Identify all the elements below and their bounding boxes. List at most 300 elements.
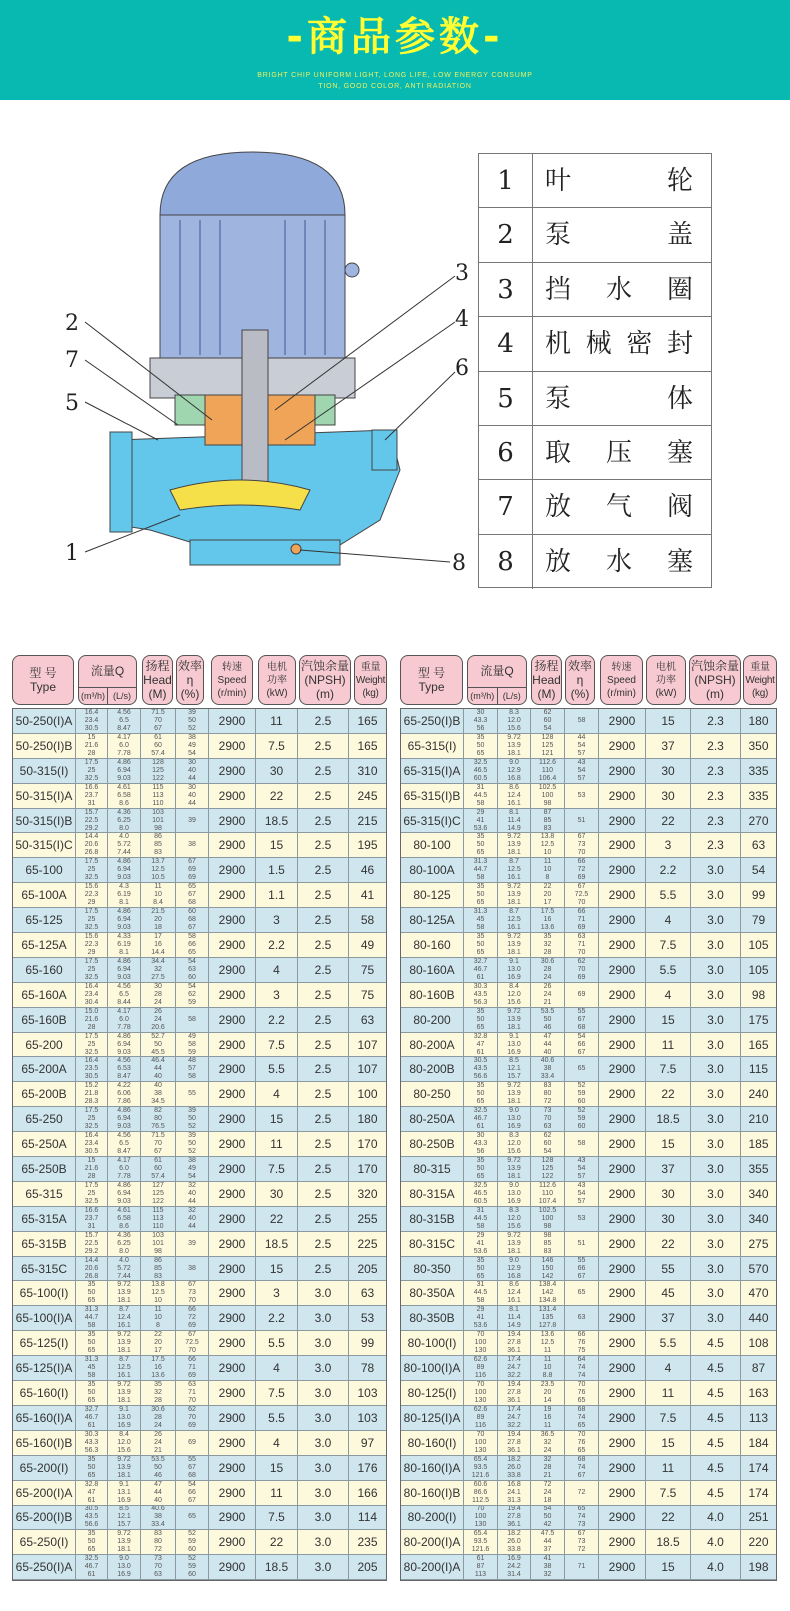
- efficiency-cell-value: 67: [577, 1471, 586, 1479]
- flow-ls-cell: [498, 1232, 531, 1256]
- weight-cell: 103: [357, 1385, 378, 1400]
- efficiency-cell: [176, 1431, 209, 1455]
- flow-m3h-cell-value: 70: [476, 1331, 485, 1339]
- flow-ls-cell-value: 15.6: [507, 1148, 521, 1156]
- power-cell: 4: [256, 1082, 298, 1106]
- flow-m3h-cell-value: 16.4: [84, 1132, 99, 1140]
- head-cell: [141, 908, 176, 932]
- flow-ls-cell-value: 16.9: [507, 1048, 521, 1056]
- efficiency-cell-value: 75: [577, 1347, 586, 1355]
- flow-ls-cell-value: 12.4: [507, 791, 521, 799]
- flow-m3h-cell-value: 31: [87, 1222, 96, 1230]
- efficiency-cell-value: 59: [188, 1538, 196, 1546]
- head-cell-value: 13.6: [540, 924, 555, 932]
- flow-ls-cell-value: 9.72: [117, 1455, 131, 1463]
- flow-ls-cell-value: 8.3: [509, 1132, 519, 1140]
- flow-m3h-cell-value: 16.4: [84, 1057, 99, 1065]
- speed-cell: 2900: [209, 1232, 256, 1256]
- efficiency-cell-value: 68: [577, 1455, 586, 1463]
- weight-cell: 115: [748, 1062, 769, 1077]
- flow-ls-cell: [498, 983, 531, 1007]
- flow-ls-cell: [108, 1331, 141, 1355]
- head-cell-value: 135: [541, 1314, 554, 1322]
- flow-ls-cell: [108, 1033, 141, 1057]
- npsh-cell: 2.5: [298, 1033, 349, 1057]
- flow-ls-cell-value: 4.86: [117, 1032, 131, 1040]
- flow-ls-cell-value: 9.0: [509, 758, 519, 766]
- npsh-cell: 2.5: [298, 1232, 349, 1256]
- speed-cell: 2900: [599, 1331, 646, 1355]
- flow-m3h-cell-value: 32.8: [84, 1480, 99, 1488]
- head-cell-value: 83: [154, 849, 162, 857]
- speed-cell: 2900: [209, 933, 256, 957]
- flow-ls-cell-value: 19.4: [507, 1331, 521, 1339]
- power-cell: 3: [256, 1281, 298, 1305]
- head-cell-value: 113: [152, 1214, 164, 1222]
- head-cell: [141, 1431, 176, 1455]
- power-cell: 3: [256, 983, 298, 1007]
- head-cell-value: 24: [543, 1446, 552, 1454]
- speed-cell: 2900: [209, 1381, 256, 1405]
- flow-ls-cell: [108, 1132, 141, 1156]
- flow-ls-cell: [498, 709, 531, 733]
- flow-m3h-cell: [464, 1082, 498, 1106]
- flow-m3h-cell-value: 50: [87, 1538, 96, 1546]
- flow-ls-cell-value: 12.0: [507, 716, 521, 724]
- npsh-cell: 4.5: [691, 1456, 741, 1480]
- head-cell: [141, 1082, 176, 1106]
- flow-ls-cell-value: 13.0: [507, 965, 521, 973]
- head-cell: [141, 759, 176, 783]
- table-row: [13, 1555, 386, 1580]
- weight-cell: 310: [357, 763, 378, 778]
- flow-m3h-cell-value: 60.6: [473, 1480, 488, 1488]
- model-cell: 65-200: [13, 1033, 76, 1057]
- head-cell-value: 8: [156, 1322, 160, 1330]
- header-head: [142, 655, 173, 705]
- efficiency-cell-value: 66: [188, 1356, 196, 1364]
- flow-m3h-cell-value: 35: [476, 883, 485, 891]
- flow-ls-cell: [108, 1182, 141, 1206]
- head-cell-value: 103: [152, 1231, 164, 1239]
- speed-cell: 2900: [209, 1456, 256, 1480]
- speed-cell: 2900: [599, 833, 646, 857]
- head-cell-value: 73: [543, 1107, 552, 1115]
- flow-ls-cell: [498, 759, 531, 783]
- flow-m3h-cell-value: 23.4: [84, 990, 99, 998]
- efficiency-cell-value: 76: [577, 1438, 586, 1446]
- flow-m3h-cell: [76, 1033, 108, 1057]
- efficiency-cell-value: 65: [577, 1065, 586, 1073]
- head-cell: [531, 1406, 565, 1430]
- model-cell: 80-125A: [401, 908, 464, 932]
- efficiency-cell-value: 74: [577, 1463, 586, 1471]
- flow-m3h-cell-value: 30.5: [84, 724, 99, 732]
- head-cell-value: 85: [543, 816, 552, 824]
- head-cell-value: 17.5: [151, 1356, 165, 1364]
- flow-ls-cell: [498, 1381, 531, 1405]
- head-cell-value: 110: [152, 799, 164, 807]
- flow-ls-cell-value: 14.9: [507, 824, 521, 832]
- table-row: [13, 1232, 386, 1257]
- npsh-cell: 2.5: [298, 1132, 349, 1156]
- head-cell: [141, 1033, 176, 1057]
- flow-m3h-cell: [76, 1008, 108, 1032]
- speed-cell: 2900: [599, 1381, 646, 1405]
- head-cell-value: 76.5: [151, 1123, 165, 1131]
- power-cell: 4: [646, 983, 691, 1007]
- speed-cell: 2900: [599, 958, 646, 982]
- flow-m3h-cell-value: 29: [87, 948, 96, 956]
- efficiency-cell-value: 72: [577, 866, 586, 874]
- head-cell-value: 12.5: [540, 841, 555, 849]
- flow-m3h-cell-value: 53.6: [473, 1247, 488, 1255]
- flow-m3h-cell-value: 130: [474, 1446, 487, 1454]
- drain-plug: [291, 544, 301, 554]
- flow-ls-cell-value: 9.72: [507, 1007, 521, 1015]
- flow-m3h-cell: [464, 1356, 498, 1380]
- efficiency-cell-value: 52: [188, 1530, 196, 1538]
- efficiency-cell-value: 44: [188, 1197, 196, 1205]
- flow-m3h-cell: [76, 1107, 108, 1131]
- efficiency-cell-value: 54: [188, 1172, 196, 1180]
- header-weight: [354, 655, 387, 705]
- parts-legend-table: [478, 153, 712, 588]
- head-cell-value: 60: [154, 1164, 162, 1172]
- npsh-cell: 2.3: [691, 833, 741, 857]
- head-cell-value: 53.5: [540, 1007, 555, 1015]
- header-power-text: 电机: [656, 661, 676, 673]
- flow-m3h-cell: [464, 958, 498, 982]
- efficiency-cell-value: 59: [577, 1115, 586, 1123]
- flow-ls-cell-value: 15.7: [117, 1521, 131, 1529]
- model-cell: 80-200(I): [401, 1506, 464, 1530]
- head-cell-value: 57.4: [151, 1172, 165, 1180]
- head-cell-value: 50: [154, 1040, 162, 1048]
- model-cell: 65-160B: [13, 1008, 76, 1032]
- efficiency-cell: [565, 1431, 599, 1455]
- flow-ls-cell: [498, 1257, 531, 1281]
- part-number: 4: [479, 317, 533, 370]
- efficiency-cell-value: 55: [577, 1256, 586, 1264]
- npsh-cell: 3.0: [691, 1082, 741, 1106]
- flow-ls-cell-value: 4.33: [117, 933, 131, 940]
- flow-ls-cell-value: 6.25: [117, 1239, 131, 1247]
- power-cell: 15: [256, 833, 298, 857]
- npsh-cell: 3.0: [691, 1057, 741, 1081]
- head-cell: [141, 1530, 176, 1554]
- weight-cell: 107: [357, 1062, 378, 1077]
- npsh-cell: 3.0: [691, 883, 741, 907]
- power-cell: 15: [256, 1456, 298, 1480]
- flow-ls-cell-value: 18.2: [507, 1530, 521, 1538]
- head-cell-value: 22: [543, 883, 552, 891]
- power-cell: 18.5: [256, 1555, 298, 1579]
- model-cell: 65-200(I)A: [13, 1481, 76, 1505]
- head-cell-value: 16: [543, 1413, 552, 1421]
- head-cell: [141, 1406, 176, 1430]
- power-cell: 3: [256, 908, 298, 932]
- flow-ls-cell-value: 16.9: [507, 973, 521, 981]
- head-cell-value: 21: [154, 1446, 162, 1454]
- efficiency-cell: [176, 1057, 209, 1081]
- efficiency-cell: [176, 1506, 209, 1530]
- efficiency-cell: [565, 1481, 599, 1505]
- speed-cell: 2900: [599, 1033, 646, 1057]
- flow-ls-cell-value: 6.94: [117, 916, 131, 924]
- efficiency-cell-value: 72.5: [185, 1339, 199, 1347]
- speed-cell: 2900: [209, 1057, 256, 1081]
- efficiency-cell: [565, 1281, 599, 1305]
- power-cell: 7.5: [646, 1057, 691, 1081]
- head-cell: [531, 983, 565, 1007]
- efficiency-cell-value: 72.5: [574, 891, 589, 899]
- efficiency-cell-value: 44: [188, 774, 196, 782]
- flow-m3h-cell-value: 35: [87, 1455, 96, 1463]
- header-npsh: [689, 655, 741, 705]
- callout-1: 1: [65, 541, 79, 566]
- model-cell: 50-315(I)C: [13, 833, 76, 857]
- flow-m3h-cell: [464, 933, 498, 957]
- flow-ls-cell: [108, 908, 141, 932]
- head-cell-value: 22: [154, 1331, 162, 1339]
- npsh-cell: 4.0: [691, 1555, 741, 1579]
- head-cell-value: 17.5: [540, 908, 555, 916]
- efficiency-cell-value: 76: [577, 1389, 586, 1396]
- head-cell-value: 10: [154, 1314, 162, 1322]
- flow-m3h-cell-value: 20.6: [84, 1264, 99, 1272]
- efficiency-cell-value: 32: [188, 1181, 196, 1189]
- table-row: [401, 1331, 776, 1356]
- head-cell-value: 86: [154, 833, 162, 841]
- header-type-text: Type: [29, 680, 56, 694]
- flow-m3h-cell: [76, 1157, 108, 1181]
- flow-ls-cell: [108, 833, 141, 857]
- flow-ls-cell-value: 8.3: [509, 1206, 519, 1214]
- efficiency-cell: [565, 709, 599, 733]
- table-row: [401, 1530, 776, 1555]
- speed-cell: 2900: [599, 1182, 646, 1206]
- head-cell-value: 13.8: [540, 833, 555, 841]
- weight-cell: 251: [748, 1510, 769, 1525]
- flow-ls-cell-value: 9.72: [507, 733, 521, 741]
- efficiency-cell-value: 40: [188, 1214, 196, 1222]
- head-cell-value: 85: [543, 1239, 552, 1247]
- efficiency-cell-value: 55: [188, 1455, 196, 1463]
- flow-ls-cell-value: 9.72: [507, 1157, 521, 1164]
- flow-m3h-cell: [464, 1033, 498, 1057]
- npsh-cell: 3.0: [691, 933, 741, 957]
- npsh-cell: 2.3: [691, 759, 741, 783]
- power-cell: 30: [256, 759, 298, 783]
- efficiency-cell-value: 64: [577, 1356, 586, 1364]
- flow-m3h-cell-value: 31.3: [84, 1306, 99, 1314]
- flow-ls-cell-value: 4.22: [117, 1082, 131, 1090]
- flow-m3h-cell-value: 46.7: [473, 965, 488, 973]
- efficiency-cell: [176, 983, 209, 1007]
- weight-cell: 440: [748, 1311, 769, 1326]
- flow-ls-cell: [498, 1157, 531, 1181]
- power-cell: 3: [646, 833, 691, 857]
- flow-ls-cell: [498, 1306, 531, 1330]
- flow-ls-cell-value: 12.0: [507, 1140, 521, 1148]
- flow-ls-cell-value: 16.9: [507, 1555, 521, 1563]
- flow-m3h-cell-value: 23.7: [84, 1214, 99, 1222]
- efficiency-cell-value: 54: [188, 1480, 196, 1488]
- flow-ls-cell-value: 36.1: [507, 1347, 521, 1355]
- npsh-cell: 2.5: [298, 1107, 349, 1131]
- part-row: [479, 208, 711, 262]
- efficiency-cell-value: 44: [188, 799, 196, 807]
- head-cell-value: 41: [543, 1555, 552, 1563]
- flow-m3h-cell-value: 100: [474, 1513, 487, 1521]
- table-row: [13, 1132, 386, 1157]
- flow-m3h-cell-value: 29: [476, 808, 485, 816]
- flow-ls-cell: [108, 1506, 141, 1530]
- flow-ls-cell-value: 4.86: [117, 858, 131, 866]
- table-row: [401, 1506, 776, 1531]
- npsh-cell: 3.0: [691, 1306, 741, 1330]
- header-type-text: Type: [418, 680, 445, 694]
- flow-m3h-cell-value: 62.6: [473, 1356, 488, 1364]
- part-number: 6: [479, 426, 533, 479]
- flow-m3h-cell-value: 32.5: [84, 1048, 99, 1056]
- flow-m3h-cell-value: 65: [87, 1546, 96, 1554]
- header-weight-text: (kg): [362, 687, 379, 699]
- weight-cell: 58: [360, 913, 375, 928]
- flow-m3h-cell: [76, 734, 108, 758]
- table-row: [401, 833, 776, 858]
- flow-m3h-cell-value: 23.7: [84, 791, 99, 799]
- speed-cell: 2900: [599, 1257, 646, 1281]
- power-cell: 5.5: [256, 1057, 298, 1081]
- flow-m3h-cell: [464, 1481, 498, 1505]
- model-cell: 65-125A: [13, 933, 76, 957]
- efficiency-cell-value: 71: [577, 940, 586, 948]
- head-cell-value: 13.6: [151, 1372, 165, 1380]
- efficiency-cell-value: 67: [188, 1496, 196, 1504]
- efficiency-cell-value: 73: [577, 1538, 586, 1546]
- flow-m3h-cell: [76, 883, 108, 907]
- head-cell: [141, 983, 176, 1007]
- part-name: 放水塞: [545, 546, 693, 577]
- npsh-cell: 3.0: [691, 1257, 741, 1281]
- flow-ls-cell-value: 27.8: [507, 1389, 521, 1396]
- speed-cell: 2900: [599, 1008, 646, 1032]
- efficiency-cell: [176, 1306, 209, 1330]
- efficiency-cell-value: 69: [188, 1322, 196, 1330]
- flow-ls-cell: [108, 1207, 141, 1231]
- flow-m3h-cell-value: 17.5: [84, 1107, 99, 1115]
- flow-m3h-cell-value: 30.3: [84, 1430, 99, 1438]
- efficiency-cell: [565, 1207, 599, 1231]
- efficiency-cell-value: 39: [188, 816, 196, 824]
- head-cell-value: 24: [543, 1488, 552, 1496]
- power-cell: 7.5: [646, 933, 691, 957]
- flow-ls-cell-value: 36.1: [507, 1446, 521, 1454]
- header-speed-text: 转速: [611, 661, 632, 673]
- flow-ls-cell-value: 13.9: [117, 1339, 131, 1347]
- flow-m3h-cell-value: 28: [87, 749, 96, 757]
- power-cell: 4: [256, 1431, 298, 1455]
- flow-m3h-cell-value: 35: [476, 1157, 485, 1164]
- flow-ls-cell-value: 18.1: [117, 1297, 131, 1305]
- model-cell: 65-250(I)A: [13, 1555, 76, 1579]
- weight-cell: 340: [748, 1211, 769, 1226]
- flow-ls-cell: [498, 833, 531, 857]
- head-cell-value: 80: [154, 1538, 162, 1546]
- flow-m3h-cell-value: 32.5: [84, 973, 99, 981]
- speed-cell: 2900: [209, 1555, 256, 1579]
- head-cell-value: 50: [543, 1513, 552, 1521]
- flow-m3h-cell: [76, 1456, 108, 1480]
- head-cell: [141, 734, 176, 758]
- head-cell-value: 106.4: [538, 774, 557, 782]
- power-cell: 2.2: [256, 1008, 298, 1032]
- page-title: -商品参数-: [286, 14, 504, 60]
- model-cell: 80-100(I): [401, 1331, 464, 1355]
- efficiency-cell-value: 65: [188, 883, 196, 891]
- flow-ls-cell-value: 9.03: [117, 1197, 131, 1205]
- model-cell: 65-315(I): [401, 734, 464, 758]
- subtitle-line-1: BRIGHT CHIP UNIFORM LIGHT, LONG LIFE, LOW ENERGY CONSUMP: [257, 72, 533, 79]
- head-cell-value: 12.5: [151, 1289, 165, 1297]
- head-cell-value: 98: [543, 1231, 552, 1239]
- table-row: [401, 1033, 776, 1058]
- flow-m3h-cell-value: 25: [87, 1189, 96, 1197]
- flow-ls-cell-value: 8.5: [119, 1505, 129, 1513]
- flow-ls-cell-value: 9.1: [509, 957, 519, 965]
- flow-m3h-cell-value: 50: [476, 741, 485, 749]
- flow-ls-cell: [498, 1356, 531, 1380]
- efficiency-cell-value: 70: [188, 1297, 196, 1305]
- efficiency-cell: [565, 784, 599, 808]
- head-cell-value: 10.5: [151, 874, 165, 882]
- flow-ls-cell: [108, 1107, 141, 1131]
- npsh-cell: 4.0: [691, 1530, 741, 1554]
- flow-m3h-cell-value: 65: [476, 1098, 485, 1106]
- weight-cell: 41: [360, 888, 375, 903]
- table-row: [13, 734, 386, 759]
- flow-ls-cell: [108, 784, 141, 808]
- flow-m3h-cell-value: 20.6: [84, 841, 99, 849]
- flow-ls-cell-value: 9.1: [509, 1032, 519, 1040]
- efficiency-cell-value: 38: [188, 733, 196, 741]
- weight-cell: 113: [748, 1410, 769, 1425]
- table-row: [13, 1381, 386, 1406]
- flow-ls-cell-value: 6.94: [117, 965, 131, 973]
- flow-ls-cell-value: 12.5: [117, 1364, 131, 1372]
- flow-ls-cell: [498, 1107, 531, 1131]
- header-head-text: (M): [148, 687, 167, 701]
- head-cell-value: 73: [154, 1555, 162, 1563]
- callout-4: 4: [455, 307, 469, 332]
- flow-ls-cell: [498, 1331, 531, 1355]
- efficiency-cell: [565, 1157, 599, 1181]
- head-cell-value: 100: [541, 1214, 554, 1222]
- flow-ls-cell-value: 6.94: [117, 1189, 131, 1197]
- flow-m3h-cell-value: 31: [476, 783, 485, 791]
- flow-ls-cell-value: 19.4: [507, 1505, 521, 1513]
- flow-ls-cell-value: 27.8: [507, 1513, 521, 1521]
- head-cell: [531, 734, 565, 758]
- flow-m3h-cell-value: 70: [476, 1381, 485, 1388]
- flow-ls-cell-value: 18.1: [507, 1172, 521, 1180]
- flow-m3h-cell: [464, 1232, 498, 1256]
- efficiency-cell-value: 60: [188, 973, 196, 981]
- flow-ls-cell-value: 16.1: [117, 1372, 131, 1380]
- flow-ls-cell-value: 13.0: [117, 1563, 131, 1571]
